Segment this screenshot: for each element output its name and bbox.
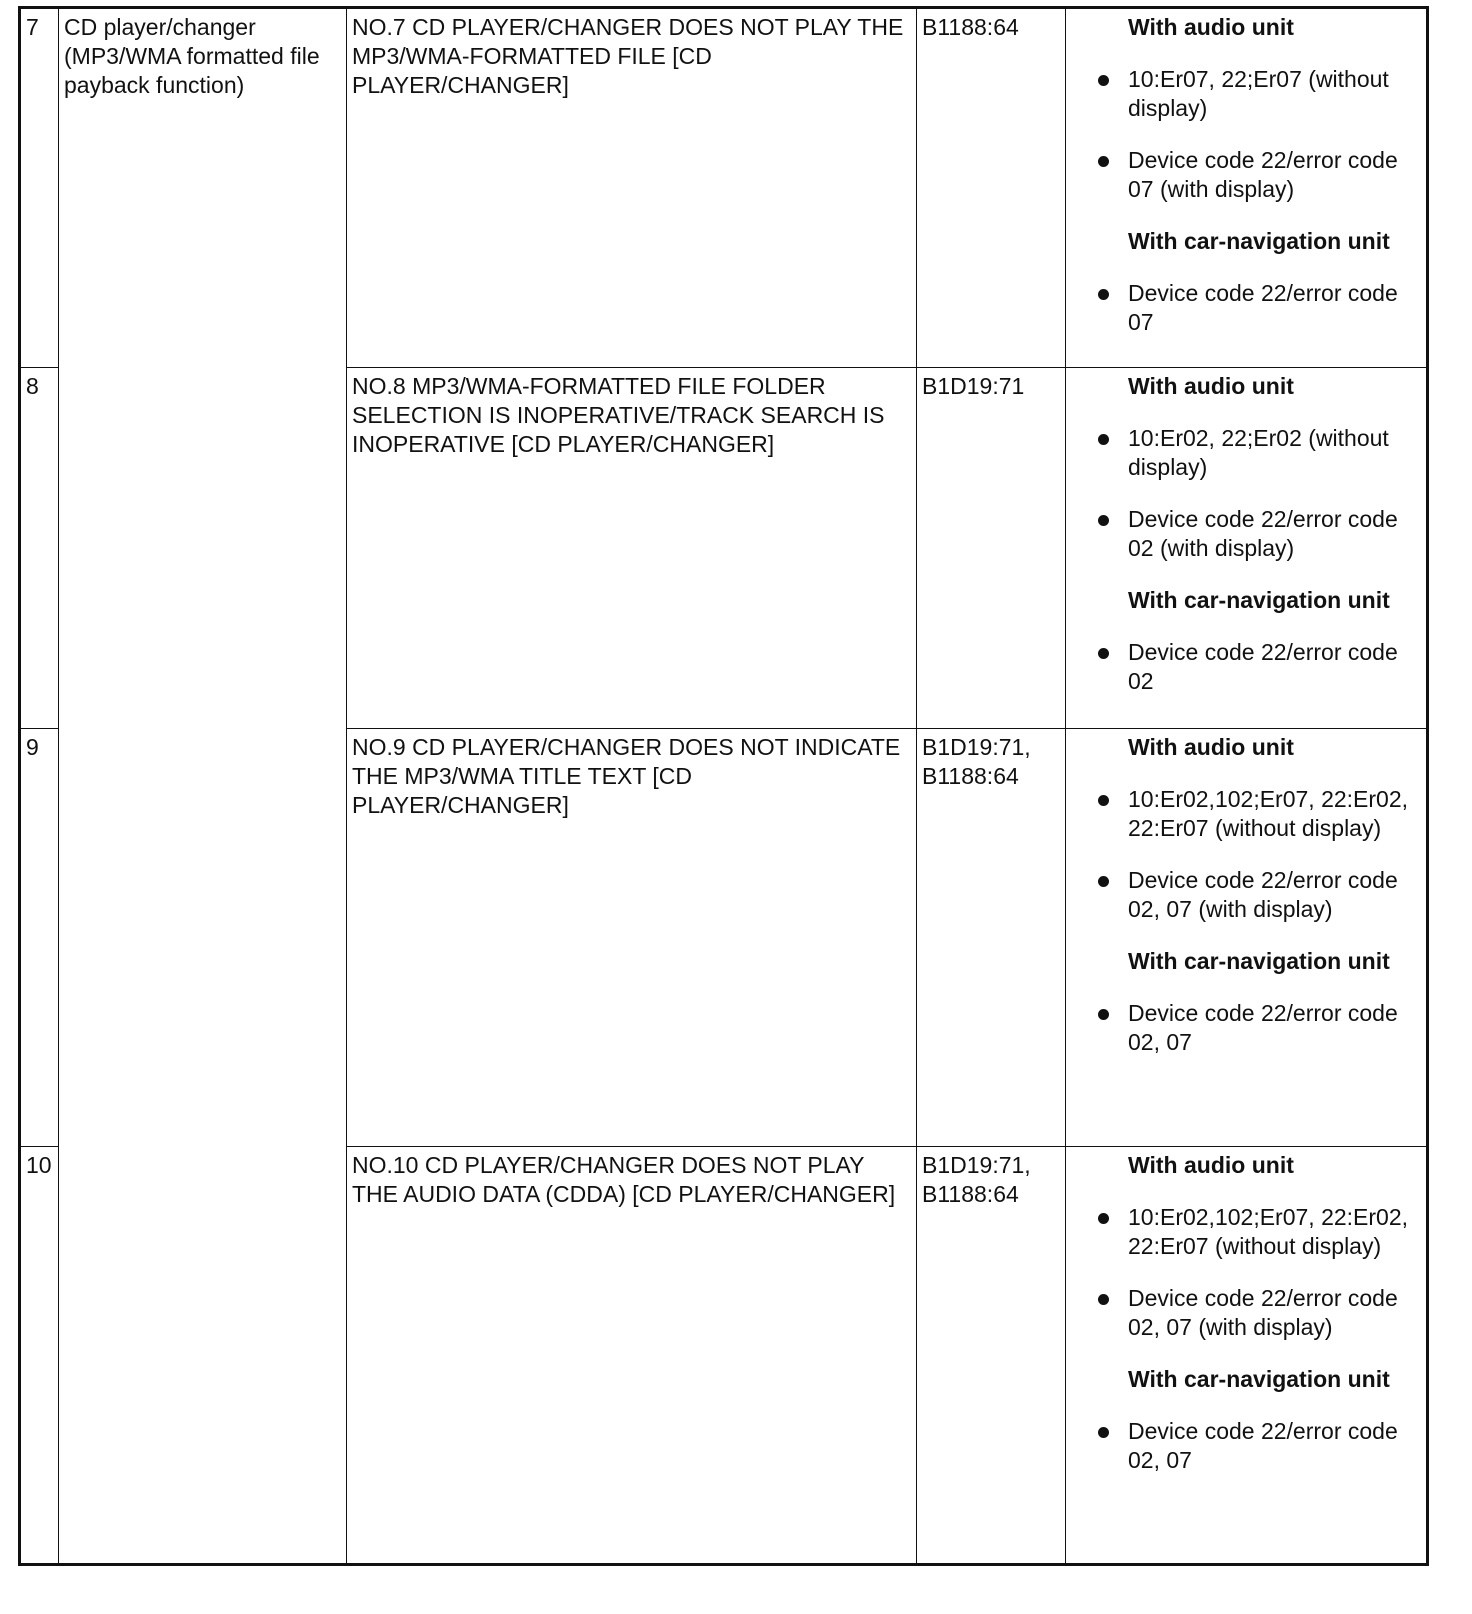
bullet-icon — [1098, 795, 1109, 806]
list-item — [1071, 1417, 1421, 1475]
list-item — [1071, 505, 1421, 563]
list-item — [1071, 866, 1421, 924]
bullet-icon — [1098, 1213, 1109, 1224]
list-item — [1071, 146, 1421, 204]
error-code-text: Device code 22/error code 07 (with display) — [1128, 147, 1398, 202]
bullet-icon — [1098, 1427, 1109, 1438]
list-item — [1071, 947, 1421, 976]
error-code-cell — [1066, 8, 1428, 368]
dtc-code: B1188:64 — [917, 8, 1066, 368]
list-item — [1071, 1365, 1421, 1394]
error-code-text: Device code 22/error code 02, 07 (with display) — [1128, 867, 1398, 922]
nav-unit-title: With car-navigation unit — [1128, 1366, 1390, 1392]
error-code-text: Device code 22/error code 02, 07 — [1128, 1418, 1398, 1473]
system-name: CD player/changer (MP3/WMA formatted file payback function) — [59, 8, 347, 1565]
bullet-icon — [1098, 876, 1109, 887]
symptom-cell: NO.9 CD PLAYER/CHANGER DOES NOT INDICATE THE MP3/WMA TITLE TEXT [CD PLAYER/CHANGER] — [347, 729, 917, 1147]
symptom-cell: NO.10 CD PLAYER/CHANGER DOES NOT PLAY THE AUDIO DATA (CDDA) [CD PLAYER/CHANGER] — [347, 1147, 917, 1565]
bullet-icon — [1098, 289, 1109, 300]
nav-unit-title: With car-navigation unit — [1128, 587, 1390, 613]
audio-unit-title: With audio unit — [1128, 734, 1294, 760]
bullet-icon — [1098, 156, 1109, 167]
table-row — [20, 8, 1428, 368]
dtc-code: B1D19:71, B1188:64 — [917, 1147, 1066, 1565]
document-page — [18, 6, 1429, 1566]
error-code-text: Device code 22/error code 02, 07 — [1128, 1000, 1398, 1055]
row-number: 8 — [20, 368, 59, 729]
bullet-icon — [1098, 648, 1109, 659]
list-item — [1071, 1203, 1421, 1261]
row-number: 10 — [20, 1147, 59, 1565]
bullet-icon — [1098, 75, 1109, 86]
error-code-text: 10:Er02,102;Er07, 22:Er02, 22:Er07 (without display) — [1128, 786, 1409, 841]
bullet-icon — [1098, 515, 1109, 526]
nav-unit-title: With car-navigation unit — [1128, 948, 1390, 974]
list-item — [1071, 638, 1421, 696]
error-code-text: Device code 22/error code 07 — [1128, 280, 1398, 335]
dtc-table — [18, 6, 1429, 1566]
nav-unit-title: With car-navigation unit — [1128, 228, 1390, 254]
symptom-cell: NO.8 MP3/WMA-FORMATTED FILE FOLDER SELECTION IS INOPERATIVE/TRACK SEARCH IS INOPERATIVE [CD PLAYER/CHANGER] — [347, 368, 917, 729]
error-code-text: Device code 22/error code 02 (with display) — [1128, 506, 1398, 561]
error-code-cell — [1066, 729, 1428, 1147]
list-item — [1071, 1284, 1421, 1342]
error-code-cell — [1066, 1147, 1428, 1565]
bullet-icon — [1098, 434, 1109, 445]
row-number: 9 — [20, 729, 59, 1147]
symptom-cell: NO.7 CD PLAYER/CHANGER DOES NOT PLAY THE MP3/WMA-FORMATTED FILE [CD PLAYER/CHANGER] — [347, 8, 917, 368]
error-code-text: Device code 22/error code 02 — [1128, 639, 1398, 694]
list-item — [1071, 785, 1421, 843]
row-number: 7 — [20, 8, 59, 368]
list-item — [1071, 227, 1421, 256]
error-code-text: 10:Er07, 22;Er07 (without display) — [1128, 66, 1389, 121]
error-code-text: 10:Er02, 22;Er02 (without display) — [1128, 425, 1389, 480]
error-code-cell — [1066, 368, 1428, 729]
list-item — [1071, 586, 1421, 615]
list-item — [1071, 424, 1421, 482]
dtc-code: B1D19:71 — [917, 368, 1066, 729]
list-item — [1071, 999, 1421, 1057]
list-item — [1071, 65, 1421, 123]
audio-unit-title: With audio unit — [1128, 373, 1294, 399]
audio-unit-title: With audio unit — [1128, 14, 1294, 40]
audio-unit-title: With audio unit — [1128, 1152, 1294, 1178]
bullet-icon — [1098, 1294, 1109, 1305]
error-code-text: 10:Er02,102;Er07, 22:Er02, 22:Er07 (without display) — [1128, 1204, 1409, 1259]
list-item — [1071, 279, 1421, 337]
dtc-code: B1D19:71, B1188:64 — [917, 729, 1066, 1147]
error-code-text: Device code 22/error code 02, 07 (with display) — [1128, 1285, 1398, 1340]
bullet-icon — [1098, 1009, 1109, 1020]
